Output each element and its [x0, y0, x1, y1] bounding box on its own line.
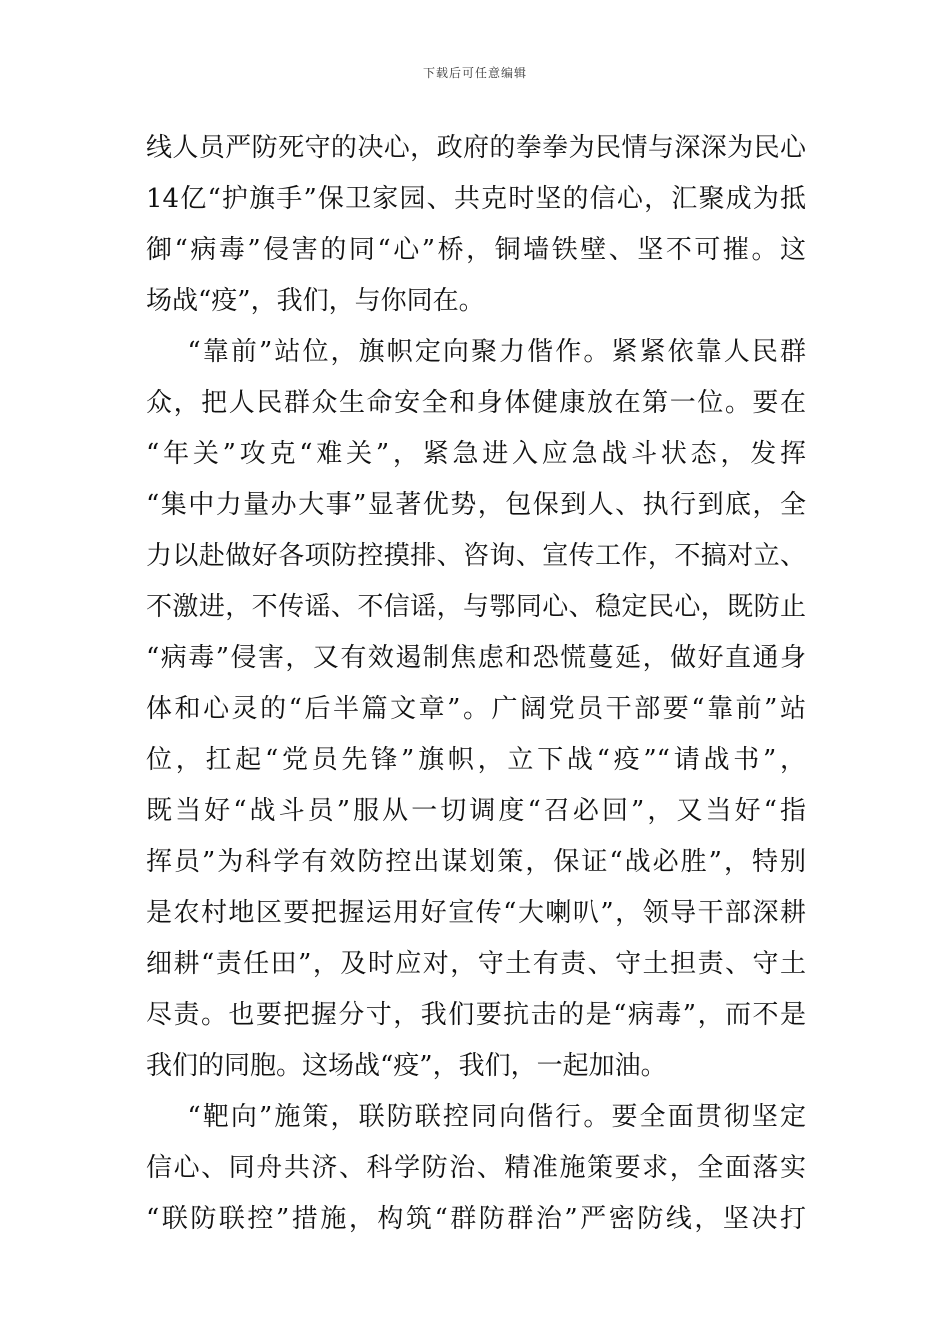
document-body: [146, 123, 806, 1245]
text-line: “集中力量办大事”显著优势，包保到人、执行到底，全: [146, 490, 806, 520]
text-line: “联防联控”措施，构筑“群防群治”严密防线，坚决打: [146, 1204, 806, 1234]
text-line: 细耕“责任田”，及时应对，守土有责、守土担责、守土: [146, 949, 806, 979]
text-line: 不激进，不传谣、不信谣，与鄂同心、稳定民心，既防止: [146, 592, 806, 622]
text-line: 既当好“战斗员”服从一切调度“召必回”，又当好“指: [146, 796, 806, 826]
text-line: 位，扛起“党员先锋”旗帜，立下战“疫”“请战书”，: [146, 745, 806, 775]
paragraph-start-line: “靶向”施策，联防联控同向偕行。要全面贯彻坚定: [146, 1102, 806, 1132]
text-line: 信心、同舟共济、科学防治、精准施策要求，全面落实: [146, 1153, 806, 1183]
text-line: 众，把人民群众生命安全和身体健康放在第一位。要在: [146, 388, 806, 418]
paragraph-start-line: “靠前”站位，旗帜定向聚力偕作。紧紧依靠人民群: [146, 337, 806, 367]
text-line: 尽责。也要把握分寸，我们要抗击的是“病毒”，而不是: [146, 1000, 806, 1030]
page-header-note: 下载后可任意编辑: [422, 66, 527, 80]
text-line: 御“病毒”侵害的同“心”桥，铜墙铁壁、坚不可摧。这: [146, 235, 806, 265]
text-line: 挥员”为科学有效防控出谋划策，保证“战必胜”，特别: [146, 847, 806, 877]
text-line: 线人员严防死守的决心，政府的拳拳为民情与深深为民心: [146, 133, 806, 163]
text-line: 14亿“护旗手”保卫家园、共克时坚的信心，汇聚成为抵: [146, 184, 806, 214]
text-line: 体和心灵的“后半篇文章”。广阔党员干部要“靠前”站: [146, 694, 806, 724]
text-line: 场战“疫”，我们，与你同在。: [146, 286, 485, 316]
text-line: 我们的同胞。这场战“疫”，我们，一起加油。: [146, 1051, 667, 1081]
text-line: 是农村地区要把握运用好宣传“大喇叭”，领导干部深耕: [146, 898, 806, 928]
text-line: “年关”攻克“难关”，紧急进入应急战斗状态，发挥: [146, 439, 806, 469]
text-line: “病毒”侵害，又有效遏制焦虑和恐慌蔓延，做好直通身: [146, 643, 806, 673]
text-line: 力以赴做好各项防控摸排、咨询、宣传工作，不搞对立、: [146, 541, 806, 571]
